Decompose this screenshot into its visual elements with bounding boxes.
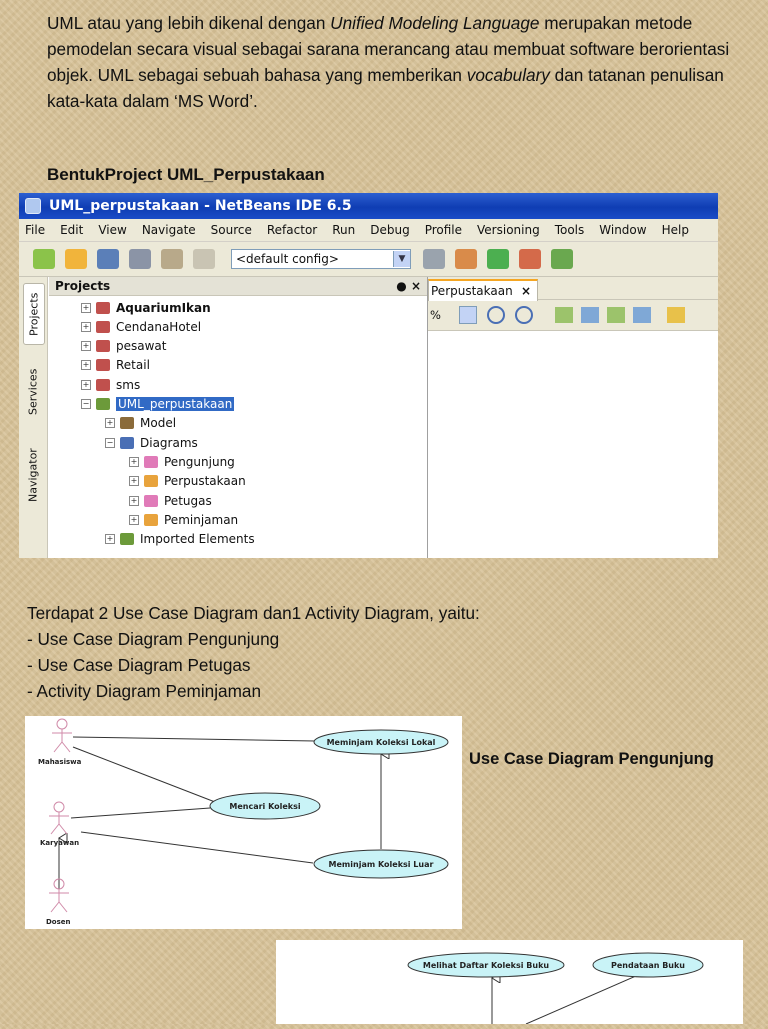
tree-node[interactable] — [105, 414, 176, 433]
tree-node[interactable] — [81, 298, 211, 317]
usecase-label: Melihat Daftar Koleksi Buku — [422, 961, 550, 970]
association-line — [81, 832, 313, 863]
tree-node[interactable] — [81, 317, 201, 336]
tree-node[interactable] — [81, 375, 140, 394]
config-select[interactable] — [231, 249, 411, 269]
tree-node-label: Perpustakaan — [164, 474, 246, 489]
intro-paragraph — [47, 10, 737, 114]
tree-node[interactable] — [105, 530, 255, 549]
open-project-icon[interactable] — [97, 249, 119, 269]
usecase-diagram-petugas — [276, 940, 743, 1024]
expand-icon[interactable]: + — [82, 379, 90, 389]
build-hammer-icon[interactable] — [423, 249, 445, 269]
menu-refactor[interactable]: Refactor — [266, 223, 318, 237]
side-tab-navigator-label: Navigator — [26, 448, 40, 502]
config-select-value: <default config> — [236, 252, 339, 266]
tree-node-label: AquariumIkan — [116, 300, 211, 315]
tree-node-icon — [144, 456, 158, 468]
intro-italic-text: vocabulary — [466, 65, 550, 85]
menu-navigate[interactable]: Navigate — [141, 223, 196, 237]
tree-node-label: Pengunjung — [164, 454, 235, 469]
save-all-icon[interactable] — [129, 249, 151, 269]
side-tab-services-label: Services — [26, 368, 40, 416]
zoom-percent: % — [430, 308, 441, 322]
navigate-link-icon[interactable] — [667, 307, 685, 323]
tree-node-icon — [120, 417, 134, 429]
diagram-list — [27, 600, 727, 704]
usecase-diagram-2-svg — [276, 940, 743, 1024]
projects-panel-title: Projects — [55, 279, 111, 293]
tree-node[interactable] — [81, 337, 166, 356]
intro-text: dan tatanan penulisan kata-kata dalam ‘MS Word’. — [47, 65, 724, 111]
expand-icon[interactable]: + — [82, 360, 90, 370]
diagram-toolbar — [428, 300, 718, 331]
chevron-down-icon: ▼ — [393, 251, 410, 267]
tree-node-icon — [144, 475, 158, 487]
new-project-icon[interactable] — [65, 249, 87, 269]
actor-label: Karyawan — [40, 839, 80, 847]
association-line — [526, 976, 636, 1024]
window-titlebar — [19, 193, 718, 219]
intro-text: merupakan metode pemodelan secara visual sebagai sarana merancang atau membuat software berorientasi objek. UML sebagai sebuah bahasa yang memberikan — [47, 13, 730, 85]
usecase-diagram-svg — [25, 716, 462, 929]
usecase-diagram-pengunjung — [25, 716, 462, 929]
tree-node[interactable] — [81, 356, 150, 375]
diagram-list-item: - Activity Diagram Peminjaman — [27, 681, 262, 701]
menu-tools[interactable]: Tools — [554, 223, 585, 237]
layout-symmetric-icon[interactable] — [607, 307, 625, 323]
tree-node-label: Diagrams — [140, 435, 198, 450]
editor-tab-row — [428, 277, 718, 300]
menu-source[interactable]: Source — [210, 223, 252, 237]
tree-node-icon — [144, 514, 158, 526]
profile-icon[interactable] — [551, 249, 573, 269]
tree-node-label: UML_perpustakaan — [118, 397, 233, 411]
tree-node-icon — [96, 398, 110, 410]
menu-versioning[interactable]: Versioning — [477, 223, 540, 237]
tree-node[interactable] — [81, 395, 234, 414]
tab-perpustakaan-label: Perpustakaan — [431, 284, 513, 298]
tree-node-icon — [144, 495, 158, 507]
ide-body — [19, 277, 718, 558]
expand-icon[interactable]: + — [106, 534, 114, 544]
tree-node-icon — [96, 321, 110, 333]
expand-icon[interactable]: + — [82, 341, 90, 351]
clean-build-icon[interactable] — [455, 249, 477, 269]
tree-node-icon — [96, 379, 110, 391]
zoom-in-icon[interactable] — [487, 306, 505, 324]
actor-label: Dosen — [46, 918, 71, 926]
menu-help[interactable]: Help — [661, 223, 689, 237]
collapse-icon[interactable]: − — [82, 399, 90, 408]
tree-node[interactable] — [105, 433, 198, 452]
tree-node-icon — [96, 302, 110, 314]
menu-edit[interactable]: Edit — [60, 223, 84, 237]
layout-orthogonal-icon[interactable] — [581, 307, 599, 323]
intro-text: UML atau yang lebih dikenal dengan — [47, 13, 331, 33]
collapse-icon[interactable]: − — [106, 437, 114, 447]
expand-icon[interactable]: + — [130, 476, 138, 486]
menu-window[interactable]: Window — [599, 223, 647, 237]
diagram-list-intro: Terdapat 2 Use Case Diagram dan1 Activity Diagram, yaitu: — [27, 603, 480, 623]
tree-node-label: Imported Elements — [140, 532, 255, 547]
tree-node-icon — [120, 437, 134, 449]
side-tab-navigator[interactable] — [23, 439, 43, 511]
toolbar — [19, 242, 718, 277]
projects-panel — [49, 277, 428, 558]
tree-node-label: Retail — [116, 358, 150, 373]
close-icon[interactable]: × — [520, 284, 531, 298]
diagram-list-item: - Use Case Diagram Petugas — [27, 655, 251, 675]
debug-icon[interactable] — [519, 249, 541, 269]
window-title: UML_perpustakaan - NetBeans IDE 6.5 — [49, 198, 352, 214]
side-tab-projects-label: Projects — [27, 292, 41, 336]
diagram-list-item: - Use Case Diagram Pengunjung — [27, 629, 280, 649]
undo-icon[interactable] — [161, 249, 183, 269]
tree-node-label: Model — [140, 416, 177, 431]
intro-italic-text: Unified Modeling Language — [330, 13, 540, 33]
tree-node-label: pesawat — [116, 339, 167, 354]
expand-icon[interactable]: + — [130, 495, 138, 505]
expand-icon[interactable]: + — [82, 321, 90, 331]
actor-karyawan — [49, 802, 69, 834]
netbeans-window — [19, 193, 718, 558]
side-tabs — [19, 277, 48, 558]
tree-node[interactable] — [129, 510, 238, 529]
zoom-dropdown-icon[interactable] — [459, 306, 477, 324]
tree-node[interactable] — [129, 472, 246, 491]
netbeans-cube-icon — [25, 198, 41, 214]
panel-controls[interactable]: ● × — [396, 279, 421, 293]
tree-node-icon — [120, 533, 134, 545]
layout-hierarchical-icon[interactable] — [555, 307, 573, 323]
menu-profile[interactable]: Profile — [424, 223, 463, 237]
tree-node-label: Petugas — [164, 493, 212, 508]
menu-run[interactable]: Run — [332, 223, 356, 237]
usecase-label: Pendataan Buku — [610, 961, 686, 970]
projects-panel-header — [49, 277, 427, 296]
menu-view[interactable]: View — [98, 223, 127, 237]
tree-node-icon — [96, 359, 110, 371]
expand-icon[interactable]: + — [82, 302, 90, 312]
tree-node[interactable] — [129, 452, 235, 471]
zoom-out-icon[interactable] — [515, 306, 533, 324]
expand-icon[interactable]: + — [130, 514, 138, 524]
actor-mahasiswa — [52, 719, 72, 752]
expand-icon[interactable]: + — [106, 418, 114, 428]
association-line — [73, 737, 315, 741]
run-icon[interactable] — [487, 249, 509, 269]
editor-area — [428, 277, 718, 558]
tree-node[interactable] — [129, 491, 212, 510]
heading-project: BentukProject UML_Perpustakaan — [47, 165, 325, 184]
menu-file[interactable]: File — [25, 223, 46, 237]
tree-node-label: CendanaHotel — [116, 319, 202, 334]
menu-debug[interactable]: Debug — [370, 223, 410, 237]
actor-label: Mahasiswa — [38, 758, 82, 766]
association-line — [73, 747, 215, 802]
usecase-label: Meminjam Koleksi Luar — [328, 860, 434, 869]
redo-icon[interactable] — [193, 249, 215, 269]
side-tab-projects[interactable] — [23, 283, 45, 345]
side-tab-services[interactable] — [23, 361, 43, 423]
expand-icon[interactable]: + — [130, 456, 138, 466]
usecase-label: Meminjam Koleksi Lokal — [326, 738, 436, 747]
tree-node-icon — [96, 340, 110, 352]
layout-incremental-icon[interactable] — [633, 307, 651, 323]
menu-bar — [19, 219, 718, 242]
tab-perpustakaan[interactable] — [428, 279, 538, 301]
caption-usecase-pengunjung: Use Case Diagram Pengunjung — [469, 750, 714, 768]
new-file-icon[interactable] — [33, 249, 55, 269]
tree-node-label: Peminjaman — [164, 512, 239, 527]
tree-node-label: sms — [116, 377, 141, 392]
association-line — [71, 808, 210, 818]
usecase-label: Mencari Koleksi — [229, 802, 301, 811]
